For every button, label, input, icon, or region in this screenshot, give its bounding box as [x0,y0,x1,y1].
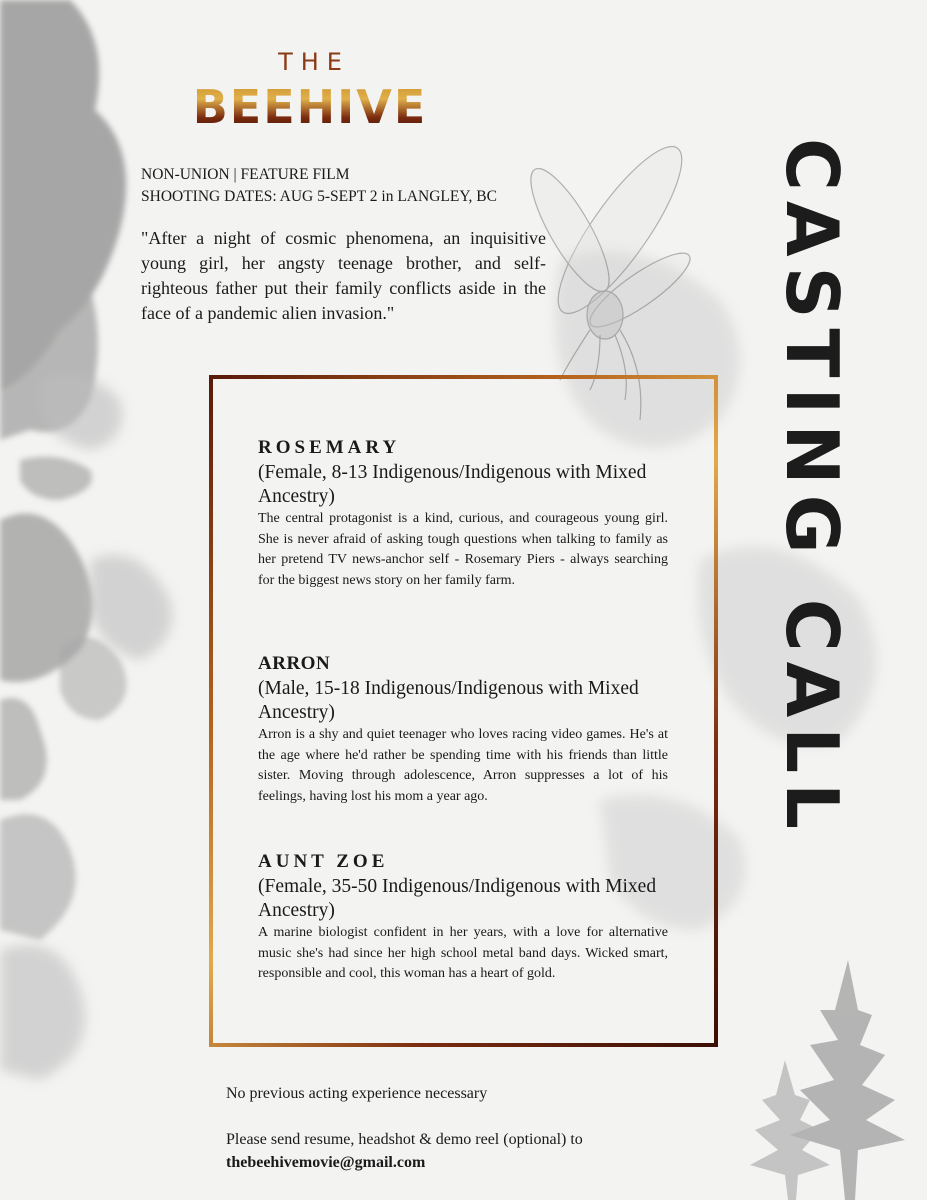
experience-note: No previous acting experience necessary [226,1085,488,1102]
logo-the: THE [278,48,350,76]
role-spec: (Male, 15-18 Indigenous/Indigenous with Mixed Ancestry) [258,678,639,723]
pine-trees-illustration [750,960,905,1200]
logline: "After a night of cosmic phenomena, an inquisitive young girl, her angsty teenage brother, and self-righteous father put their family conflicts aside in the face of a pandemic alien invasion." [141,228,546,323]
role-arron [258,653,668,807]
role-spec: (Female, 35-50 Indigenous/Indigenous with Mixed Ancestry) [258,876,657,921]
film-logo [190,48,430,134]
shooting-dates: SHOOTING DATES: AUG 5-SEPT 2 in LANGLEY, BC [141,188,497,205]
role-description: The central protagonist is a kind, curious, and courageous young girl. She is never afraid of asking tough questions when talking to family as her pretend TV news-anchor self - Rosemary Piers - always searching for the biggest news story on her family farm. [258,511,668,588]
role-description: A marine biologist confident in her years, with a love for alternative music she's had since her high school metal band days. Wicked smart, responsible and cool, this woman has a heart of gold. [258,925,668,981]
production-type: NON-UNION | FEATURE FILM [141,166,350,183]
production-info [141,164,497,208]
role-aunt-zoe [258,851,668,985]
contact-email[interactable]: thebeehivemovie@gmail.com [226,1154,426,1171]
role-name: ARRON [258,653,331,674]
logo-title: BEEHIVE [190,80,430,134]
role-rosemary [258,437,668,591]
role-name: AUNT ZOE [258,851,389,872]
submission-info [226,1082,583,1174]
role-spec: (Female, 8-13 Indigenous/Indigenous with Mixed Ancestry) [258,462,647,507]
casting-call-heading [772,138,852,838]
submission-instructions: Please send resume, headshot & demo reel (optional) to [226,1131,583,1148]
casting-call-text: CASTING CALL [770,138,854,840]
role-description: Arron is a shy and quiet teenager who loves racing video games. He's at the age where he'd rather be spending time with his friends than little sister. Moving through adolescence, Arron suppresses a lot of his feelings, having lost his mom a year ago. [258,727,668,804]
role-name: ROSEMARY [258,437,401,458]
